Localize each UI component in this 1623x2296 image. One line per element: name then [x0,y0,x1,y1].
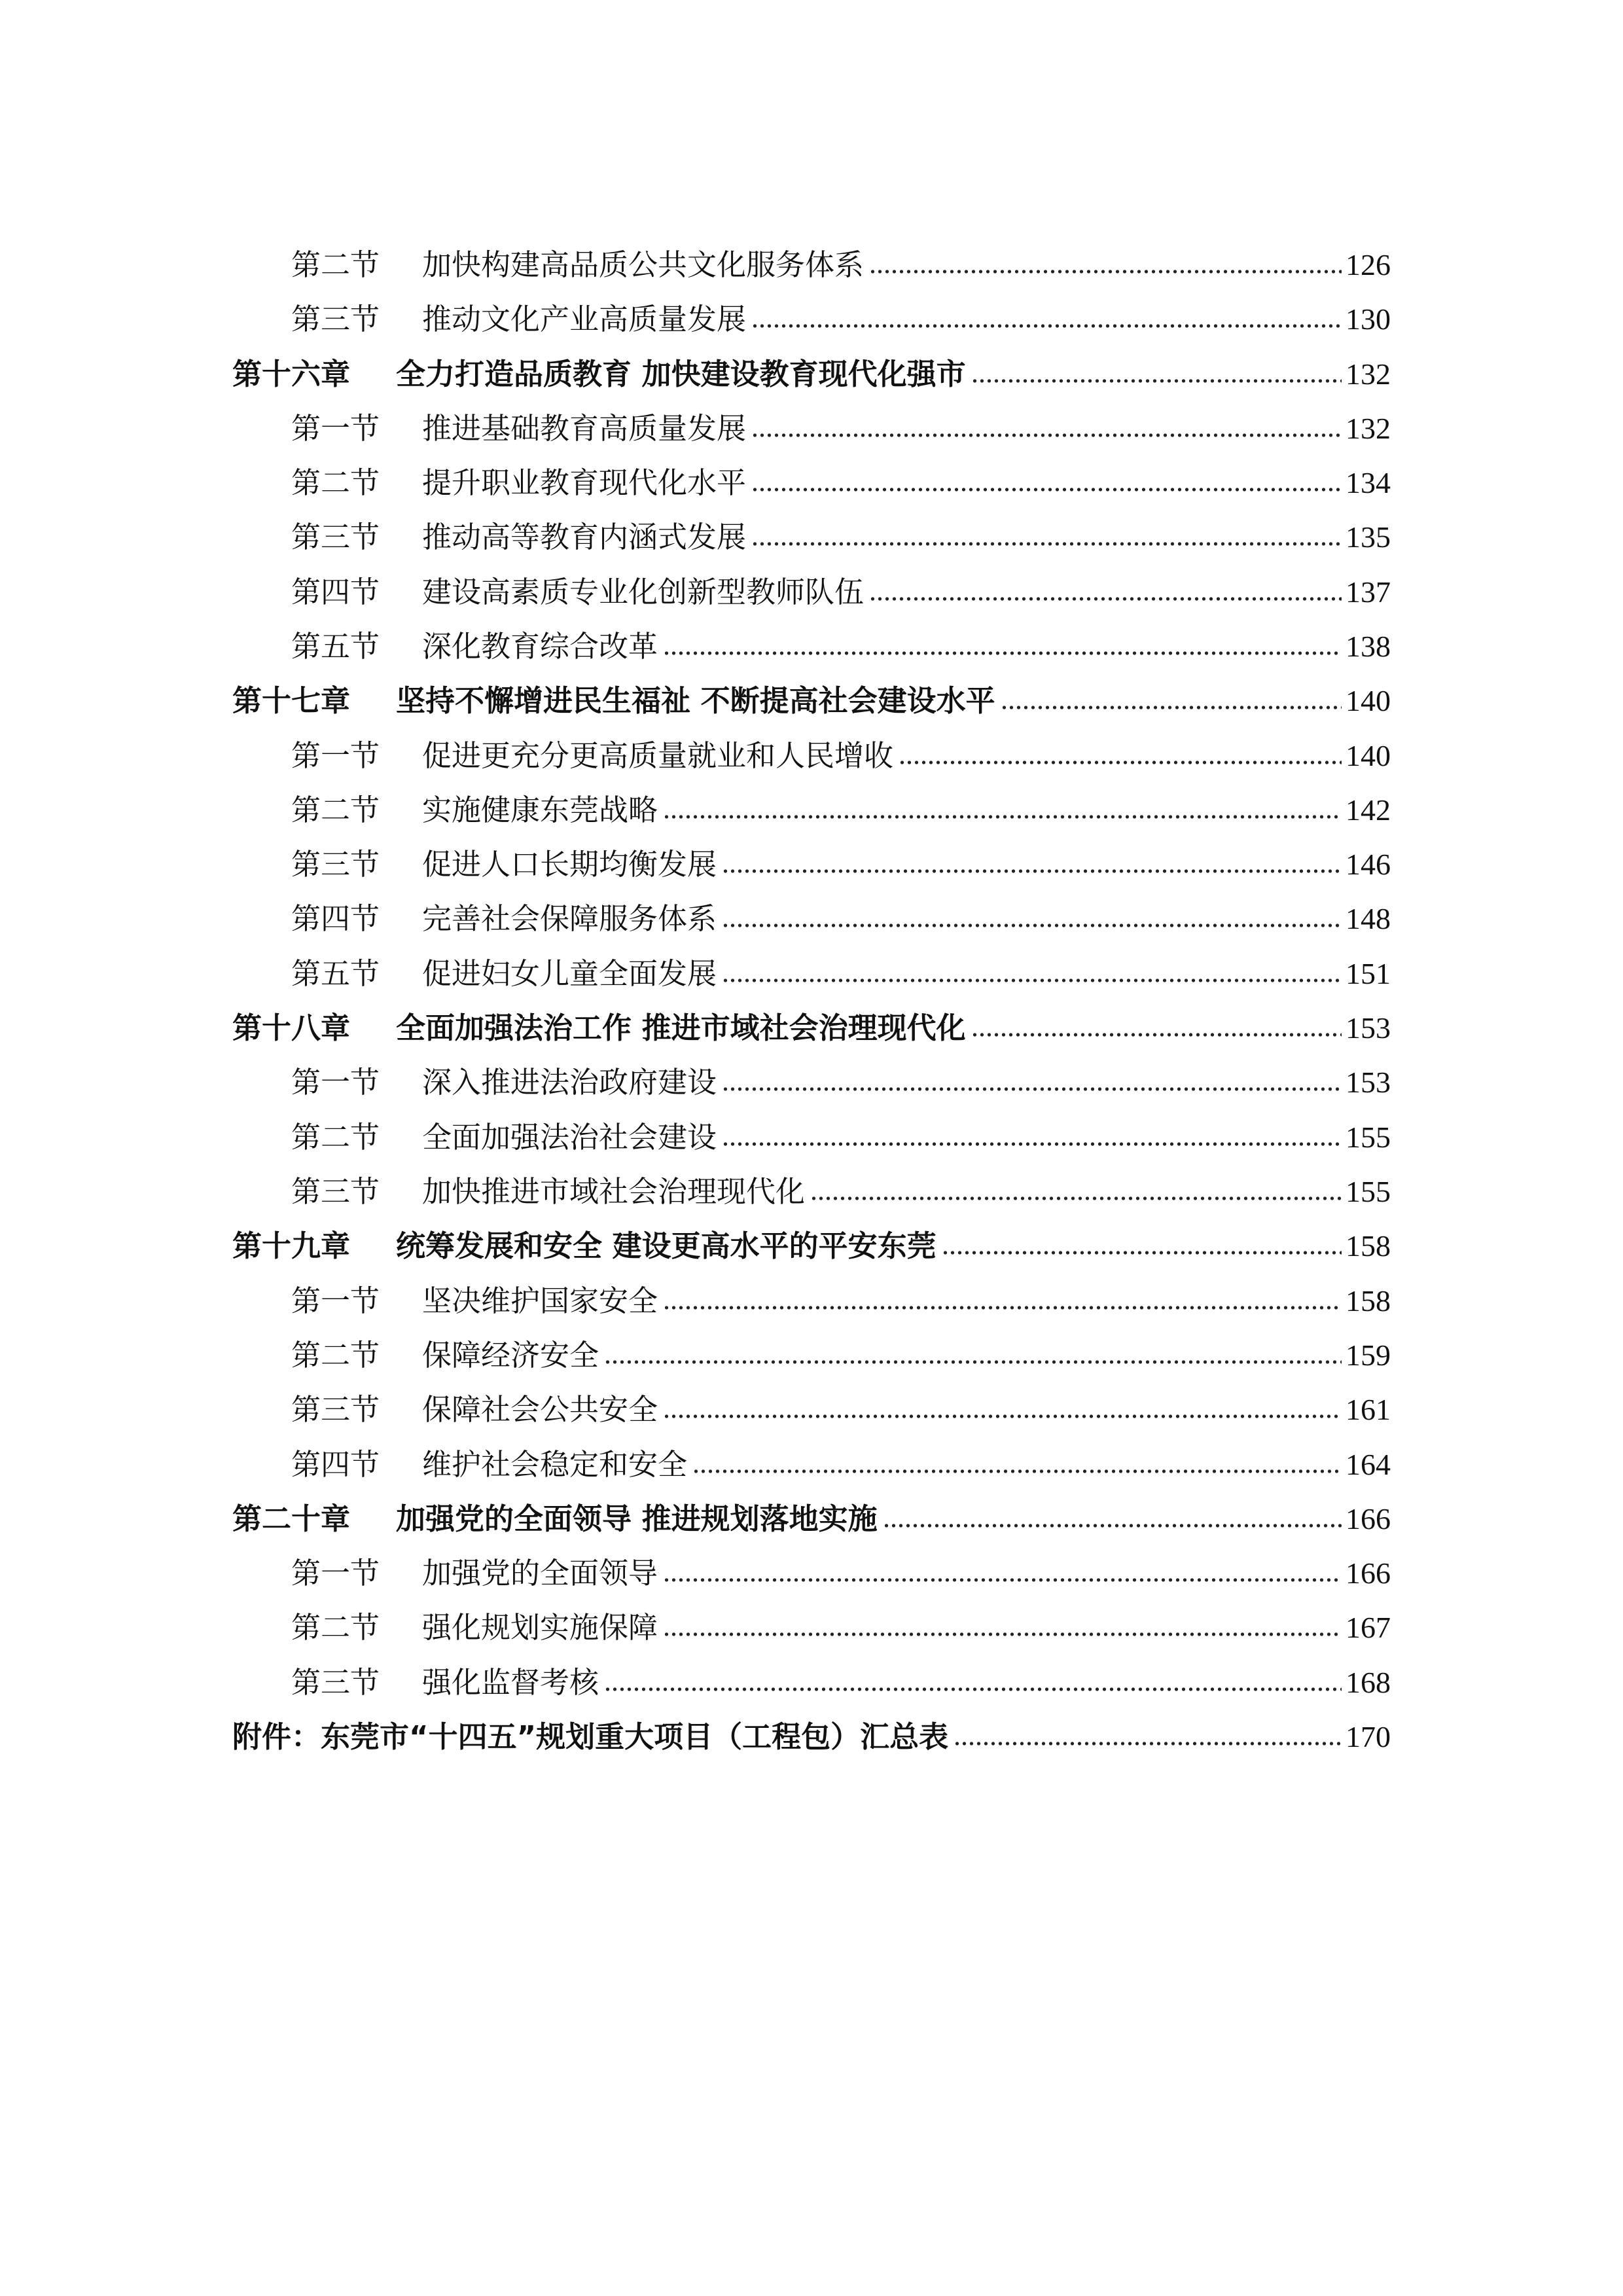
dot-leader [663,813,1342,821]
entry-title: 维护社会稳定和安全 [422,1447,688,1482]
section-number: 第一节 [291,1283,380,1318]
dot-leader [663,1304,1342,1312]
page-number: 153 [1346,1066,1391,1099]
section-number: 第三节 [291,847,380,882]
entry-title: 强化规划实施保障 [422,1610,658,1645]
entry-title: 坚持不懈增进民生福祉 不断提高社会建设水平 [396,683,995,718]
dot-leader [692,1467,1342,1475]
entry-title: 促进更充分更高质量就业和人民增收 [422,738,894,773]
dot-leader [663,649,1342,657]
dot-leader [751,486,1342,493]
dot-leader [722,1085,1342,1093]
dot-leader [883,1522,1342,1530]
toc-entry-section[interactable] [291,791,1391,830]
entry-title: 推动高等教育内涵式发展 [422,520,747,554]
page-number: 155 [1346,1175,1391,1208]
entry-title: 强化监督考核 [422,1665,599,1700]
section-number: 第三节 [291,1665,380,1700]
section-number: 第二节 [291,1610,380,1645]
page-number: 153 [1346,1011,1391,1045]
dot-leader [722,977,1342,984]
toc-entry-section[interactable] [291,1336,1391,1375]
entry-title: 全面加强法治工作 推进市域社会治理现代化 [396,1011,966,1045]
page-number: 134 [1346,466,1391,499]
toc-entry-section[interactable] [291,518,1391,557]
section-number: 第五节 [291,629,380,664]
toc-entry-section[interactable] [291,1390,1391,1429]
section-number: 第一节 [291,738,380,773]
dot-leader [663,1412,1342,1420]
toc-entry-section[interactable] [291,245,1391,285]
page-number: 168 [1346,1666,1391,1699]
toc-entry-section[interactable] [291,1608,1391,1647]
entry-title: 推动文化产业高质量发展 [422,302,747,336]
entry-title: 保障社会公共安全 [422,1392,658,1427]
page-number: 126 [1346,248,1391,281]
entry-title: 加强党的全面领导 推进规划落地实施 [396,1501,878,1536]
dot-leader [899,759,1342,766]
toc-entry-section[interactable] [291,1445,1391,1484]
section-number: 第三节 [291,520,380,554]
chapter-number: 第十六章 [232,357,351,391]
dot-leader [954,1740,1342,1748]
page-number: 132 [1346,412,1391,445]
page-number: 159 [1346,1338,1391,1372]
entry-title: 全面加强法治社会建设 [422,1120,717,1155]
toc-entry-section[interactable] [291,463,1391,503]
entry-title: 加快推进市域社会治理现代化 [422,1174,806,1209]
dot-leader [751,431,1342,439]
entry-title: 附件：东莞市“十四五”规划重大项目（工程包）汇总表 [232,1719,949,1754]
page-number: 155 [1346,1121,1391,1154]
dot-leader [869,268,1342,276]
toc-entry-chapter[interactable] [232,1227,1391,1266]
section-number: 第四节 [291,575,380,609]
page-number: 166 [1346,1556,1391,1590]
dot-leader [604,1685,1342,1693]
toc-entry-chapter[interactable] [232,1009,1391,1048]
dot-leader [604,1358,1342,1366]
section-number: 第二节 [291,1338,380,1372]
toc-entry-section[interactable] [291,300,1391,339]
section-number: 第三节 [291,1392,380,1427]
page-number: 170 [1346,1720,1391,1753]
section-number: 第五节 [291,956,380,991]
dot-leader [722,867,1342,875]
chapter-number: 第二十章 [232,1501,351,1536]
chapter-number: 第十七章 [232,683,351,718]
page-number: 166 [1346,1502,1391,1535]
entry-title: 保障经济安全 [422,1338,599,1372]
entry-title: 加快构建高品质公共文化服务体系 [422,247,865,282]
section-number: 第一节 [291,411,380,446]
entry-title: 促进妇女儿童全面发展 [422,956,717,991]
section-number: 第一节 [291,1556,380,1590]
toc-entry-section[interactable] [291,573,1391,612]
section-number: 第四节 [291,901,380,936]
toc-entry-chapter[interactable] [232,355,1391,394]
page-number: 132 [1346,357,1391,391]
dot-leader [1001,704,1342,711]
toc-entry-section[interactable] [291,1118,1391,1157]
toc-entry-section[interactable] [291,1554,1391,1593]
dot-leader [971,1031,1342,1039]
toc-entry-section[interactable] [291,1282,1391,1321]
toc-entry-section[interactable] [291,845,1391,884]
dot-leader [869,595,1342,603]
entry-title: 深入推进法治政府建设 [422,1065,717,1100]
page-number: 130 [1346,302,1391,336]
page-number: 164 [1346,1448,1391,1481]
dot-leader [810,1194,1342,1202]
section-number: 第一节 [291,1065,380,1100]
page-number: 167 [1346,1611,1391,1644]
dot-leader [751,322,1342,330]
dot-leader [663,1630,1342,1638]
dot-leader [722,1140,1342,1148]
section-number: 第三节 [291,302,380,336]
page-number: 140 [1346,684,1391,717]
entry-title: 加强党的全面领导 [422,1556,658,1590]
entry-title: 统筹发展和安全 建设更高水平的平安东莞 [396,1229,936,1263]
toc-entry-section[interactable] [291,1172,1391,1211]
page-number: 140 [1346,739,1391,772]
dot-leader [971,377,1342,385]
page-number: 158 [1346,1284,1391,1318]
dot-leader [751,540,1342,548]
section-number: 第四节 [291,1447,380,1482]
toc-entry-section[interactable] [291,954,1391,994]
chapter-number: 第十九章 [232,1229,351,1263]
section-number: 第二节 [291,793,380,827]
entry-title: 促进人口长期均衡发展 [422,847,717,882]
section-number: 第二节 [291,465,380,500]
toc-entry-section[interactable] [291,409,1391,448]
chapter-number: 第十八章 [232,1011,351,1045]
dot-leader [722,922,1342,929]
page-number: 138 [1346,630,1391,663]
page-number: 146 [1346,848,1391,881]
toc-entry-section[interactable] [291,736,1391,776]
page-number: 137 [1346,575,1391,609]
entry-title: 完善社会保障服务体系 [422,901,717,936]
entry-title: 深化教育综合改革 [422,629,658,664]
page-number: 151 [1346,957,1391,990]
dot-leader [663,1576,1342,1584]
section-number: 第三节 [291,1174,380,1209]
toc-entry-section[interactable] [291,899,1391,939]
entry-title: 提升职业教育现代化水平 [422,465,747,500]
entry-title: 建设高素质专业化创新型教师队伍 [422,575,865,609]
page-number: 148 [1346,902,1391,935]
page-number: 142 [1346,793,1391,827]
toc-entry-chapter[interactable] [232,1499,1391,1539]
entry-title: 推进基础教育高质量发展 [422,411,747,446]
toc-entry-section[interactable] [291,1663,1391,1702]
page-number: 161 [1346,1393,1391,1426]
dot-leader [942,1249,1342,1257]
toc-entry-section[interactable] [291,1063,1391,1102]
section-number: 第二节 [291,1120,380,1155]
entry-title: 坚决维护国家安全 [422,1283,658,1318]
toc-entry-chapter[interactable] [232,681,1391,721]
section-number: 第二节 [291,247,380,282]
page-number: 158 [1346,1229,1391,1263]
toc-entry-section[interactable] [291,627,1391,666]
page-number: 135 [1346,520,1391,554]
entry-title: 全力打造品质教育 加快建设教育现代化强市 [396,357,966,391]
toc-entry-appendix[interactable] [232,1717,1391,1757]
entry-title: 实施健康东莞战略 [422,793,658,827]
